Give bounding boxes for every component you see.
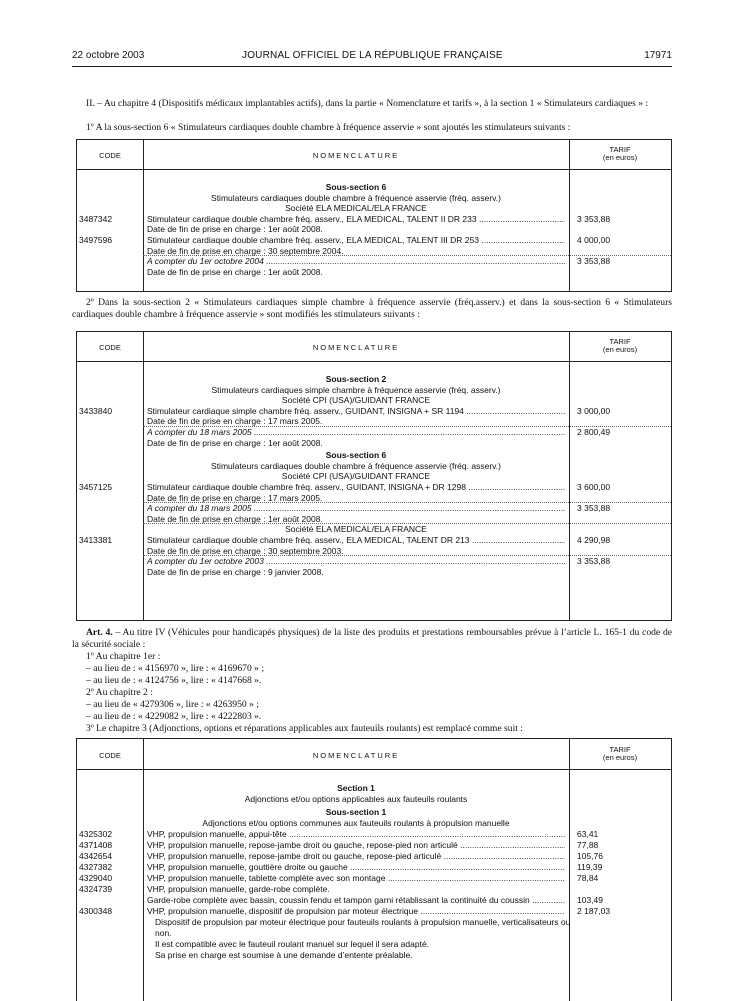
cell-nomenclature: VHP, propulsion manuelle, appui-tête ..... [147, 829, 565, 840]
cell-nomenclature: Société ELA MEDICAL/ELA FRANCE [285, 203, 427, 214]
col-header-tarif [569, 146, 671, 162]
row-separator [143, 523, 671, 524]
cell-tarif: 77,88 [577, 840, 599, 850]
tarif-unit: (en euros) [602, 153, 638, 162]
cell-nomenclature: non. [155, 928, 172, 938]
cell-tarif: 3 000,00 [577, 405, 611, 416]
header-page-number: 17971 [644, 50, 672, 61]
list-line: – au lieu de : « 4229082 », lire : « 4222803 ». [86, 711, 262, 722]
table-row [77, 906, 671, 917]
list-line: – au lieu de : « 4124756 », lire : « 4147668 ». [86, 675, 262, 686]
table-row [77, 406, 671, 417]
cell-nomenclature: Société ELA MEDICAL/ELA FRANCE [285, 524, 427, 535]
list-line: 2º Au chapitre 2 : [86, 687, 153, 698]
col-header-code: CODE [99, 151, 121, 160]
cell-nomenclature: A compter du 18 mars 2005 ..... [147, 503, 565, 514]
col-header-nomenclature: NOMENCLATURE [312, 151, 400, 160]
cell-tarif: 78,84 [577, 873, 599, 883]
table-row [77, 567, 671, 578]
table-modified-stimulators [76, 331, 672, 621]
table-chapter-3 [76, 738, 672, 1001]
cell-nomenclature: VHP, propulsion manuelle, tablette complète avec son montage ..... [147, 873, 565, 884]
tarif-label: TARIF [609, 337, 631, 346]
cell-nomenclature: Sa prise en charge est soumise à une demande d’entente préalable. [155, 950, 413, 960]
table-row [77, 939, 671, 950]
cell-tarif: 3 353,88 [577, 213, 611, 224]
row-separator [143, 555, 671, 556]
table-row [77, 895, 671, 906]
cell-nomenclature: Sous-section 6 [325, 450, 387, 461]
cell-nomenclature: Dispositif de propulsion par moteur électrique pour fauteuils roulants à propulsion manuelle, verticalisateurs ou [155, 917, 571, 927]
table-row [77, 503, 671, 514]
cell-nomenclature: Stimulateur cardiaque double chambre fréq. asserv., GUIDANT, INSIGNA + DR 1298 ..... [147, 482, 565, 493]
table-row [77, 438, 671, 449]
cell-nomenclature: Stimulateurs cardiaques double chambre à fréquence asservie (fréq. asserv.) [211, 460, 501, 471]
cell-code: 4325302 [79, 829, 113, 839]
row-separator [143, 502, 671, 503]
table-row [77, 203, 671, 214]
cell-code: 4371408 [79, 840, 113, 850]
tarif-unit: (en euros) [602, 753, 638, 762]
table-header [77, 332, 671, 362]
cell-tarif: 3 353,88 [577, 503, 611, 514]
cell-nomenclature: Sous-section 1 [325, 807, 387, 817]
table-row [77, 450, 671, 461]
cell-nomenclature: VHP, propulsion manuelle, gouttière droite ou gauche ..... [147, 862, 565, 873]
table-subsection-6-added [76, 139, 672, 292]
cell-nomenclature: Date de fin de prise en charge : 30 septembre 2004. [147, 245, 344, 256]
col-header-tarif [569, 338, 671, 354]
table-row [77, 873, 671, 884]
cell-nomenclature: VHP, propulsion manuelle, garde-robe complète. [147, 884, 330, 894]
article-4-label: Art. 4. [86, 627, 113, 638]
cell-tarif: 2 800,49 [577, 427, 611, 437]
table-row [77, 928, 671, 939]
table-row [77, 917, 671, 928]
table-row [77, 524, 671, 535]
table-row [77, 224, 671, 235]
col-header-nomenclature: NOMENCLATURE [312, 343, 400, 352]
cell-nomenclature: A compter du 1er octobre 2003 ..... [147, 556, 565, 567]
table-row [77, 482, 671, 493]
cell-tarif: 105,76 [577, 851, 603, 861]
table-row [77, 807, 671, 818]
table-row [77, 235, 671, 246]
list-line: – au lieu de : « 4156970 », lire : « 4169670 » ; [86, 663, 264, 674]
cell-nomenclature: Section 1 [337, 783, 375, 793]
cell-nomenclature: A compter du 18 mars 2005 ..... [147, 427, 565, 438]
table-row [77, 193, 671, 204]
cell-nomenclature: Date de fin de prise en charge : 1er août 2008. [147, 437, 323, 448]
paragraph-modified: 2º Dans la sous-section 2 « Stimulateurs cardiaques simple chambre à fréquence asservie (fréq.asserv.) et dans la sous-section 6 « Stimulateurs cardiaques double chambre à fréquence asservie » sont modifiés les stimulateurs suivants : [72, 297, 672, 320]
cell-nomenclature: Date de fin de prise en charge : 1er août 2008. [147, 266, 323, 277]
cell-code: 4300348 [79, 906, 113, 916]
cell-nomenclature: Date de fin de prise en charge : 17 mars 2005. [147, 416, 323, 427]
table-row [77, 783, 671, 794]
list-line: – au lieu de « 4279306 », lire : « 4263950 » ; [86, 699, 259, 710]
table-row [77, 950, 671, 961]
col-header-code: CODE [99, 343, 121, 352]
cell-tarif: 103,49 [577, 895, 603, 905]
article-4-text: – Au titre IV (Véhicules pour handicapés physiques) de la liste des produits et prestations remboursables prévue à l’article L. 165-1 du code de la sécurité sociale : [72, 627, 673, 650]
cell-tarif: 63,41 [577, 829, 599, 839]
table-row [77, 884, 671, 895]
cell-nomenclature: Stimulateurs cardiaques double chambre à fréquence asservie (fréq. asserv.) [211, 192, 501, 203]
table-row [77, 556, 671, 567]
cell-nomenclature: Date de fin de prise en charge : 1er août 2008. [147, 513, 323, 524]
cell-code: 3487342 [79, 213, 113, 224]
table-row [77, 427, 671, 438]
table-header [77, 739, 671, 770]
col-header-nomenclature: NOMENCLATURE [312, 751, 400, 760]
cell-nomenclature: Sous-section 6 [325, 182, 387, 192]
header-journal-title: JOURNAL OFFICIEL DE LA RÉPUBLIQUE FRANÇAISE [242, 50, 503, 61]
table-row [77, 471, 671, 482]
cell-nomenclature: Stimulateurs cardiaques simple chambre à fréquence asservie (fréq. asserv.) [211, 384, 501, 395]
cell-nomenclature: Stimulateur cardiaque double chambre fréq. asserv., ELA MEDICAL, TALENT II DR 233 ..... [147, 214, 565, 225]
paragraph-intro: II. – Au chapitre 4 (Dispositifs médicaux implantables actifs), dans la partie « Nomenclature et tarifs », à la section 1 « Stimulateurs cardiaques » : [86, 98, 649, 109]
table-row [77, 214, 671, 225]
cell-nomenclature: Adjonctions et/ou options applicables aux fauteuils roulants [244, 794, 468, 804]
cell-tarif: 2 187,03 [577, 906, 611, 916]
cell-code: 3413381 [79, 535, 113, 545]
cell-code: 3457125 [79, 482, 113, 492]
cell-nomenclature: VHP, propulsion manuelle, dispositif de propulsion par moteur électrique ..... [147, 906, 565, 917]
table-row [77, 461, 671, 472]
table-row [77, 851, 671, 862]
row-separator [143, 426, 671, 427]
table-row [77, 256, 671, 267]
col-header-tarif [569, 746, 671, 762]
paragraph-subsection-6: 1º A la sous-section 6 « Stimulateurs cardiaques double chambre à fréquence asservie » sont ajoutés les stimulateurs suivants : [86, 122, 571, 133]
cell-nomenclature: Stimulateur cardiaque simple chambre fréq. asserv., GUIDANT, INSIGNA + SR 1194 ..... [147, 406, 565, 417]
cell-nomenclature: Date de fin de prise en charge : 17 mars 2005. [147, 492, 323, 503]
cell-nomenclature: Sous-section 2 [325, 374, 387, 384]
cell-code: 3497596 [79, 235, 113, 245]
cell-code: 4329040 [79, 873, 113, 883]
cell-tarif: 4 000,00 [577, 235, 611, 245]
cell-nomenclature: Date de fin de prise en charge : 30 septembre 2003. [147, 545, 344, 556]
table-row [77, 395, 671, 406]
cell-nomenclature: A compter du 1er octobre 2004 ..... [147, 256, 565, 267]
tarif-label: TARIF [609, 745, 631, 754]
cell-tarif: 3 353,88 [577, 556, 611, 567]
table-row [77, 794, 671, 805]
cell-tarif: 119,39 [577, 862, 603, 872]
cell-nomenclature: Stimulateur cardiaque double chambre fréq. asserv., ELA MEDICAL, TALENT III DR 253 ..... [147, 235, 565, 246]
cell-nomenclature: Date de fin de prise en charge : 9 janvier 2008. [147, 566, 324, 577]
cell-nomenclature: Adjonctions et/ou options communes aux fauteuils roulants à propulsion manuelle [202, 818, 510, 828]
page-header [72, 50, 672, 64]
list-line: 3º Le chapitre 3 (Adjonctions, options et réparations applicables aux fauteuils roulants) est remplacé comme suit : [86, 723, 523, 734]
cell-tarif: 3 600,00 [577, 482, 611, 492]
table-header [77, 140, 671, 170]
cell-nomenclature: Il est compatible avec le fauteuil roulant manuel sur lequel il sera adapté. [155, 939, 430, 949]
col-header-code: CODE [99, 751, 121, 760]
header-rule [72, 66, 672, 67]
cell-nomenclature: Stimulateur cardiaque double chambre fréq. asserv., ELA MEDICAL, TALENT DR 213 ..... [147, 535, 565, 546]
cell-nomenclature: Société CPI (USA)/GUIDANT FRANCE [281, 395, 431, 406]
table-row [77, 862, 671, 873]
cell-code: 4327382 [79, 862, 113, 872]
header-date: 22 octobre 2003 [72, 50, 145, 61]
cell-code: 4342654 [79, 851, 113, 861]
cell-nomenclature: VHP, propulsion manuelle, repose-jambe droit ou gauche, repose-pied articulé ..... [147, 851, 565, 862]
cell-code: 4324739 [79, 884, 113, 894]
cell-tarif: 4 290,98 [577, 535, 611, 545]
tarif-unit: (en euros) [602, 345, 638, 354]
table-row [77, 267, 671, 278]
cell-nomenclature: Date de fin de prise en charge : 1er août 2008. [147, 224, 323, 235]
table-row [77, 182, 671, 193]
cell-tarif: 3 353,88 [577, 256, 611, 267]
table-row [77, 840, 671, 851]
cell-nomenclature: Garde-robe complète avec bassin, coussin fendu et tampon garni rétablissant la continuité du coussin ..... [147, 895, 565, 906]
table-row [77, 385, 671, 396]
cell-code: 3433840 [79, 405, 113, 416]
article-4 [72, 627, 672, 651]
table-row [77, 374, 671, 385]
cell-nomenclature: VHP, propulsion manuelle, repose-jambe droit ou gauche, repose-pied non articulé ..... [147, 840, 565, 851]
row-separator [143, 255, 671, 256]
table-row [77, 818, 671, 829]
table-row [77, 535, 671, 546]
tarif-label: TARIF [609, 145, 631, 154]
cell-nomenclature: Société CPI (USA)/GUIDANT FRANCE [281, 471, 431, 482]
table-row [77, 829, 671, 840]
list-line: 1º Au chapitre 1er : [86, 651, 161, 662]
